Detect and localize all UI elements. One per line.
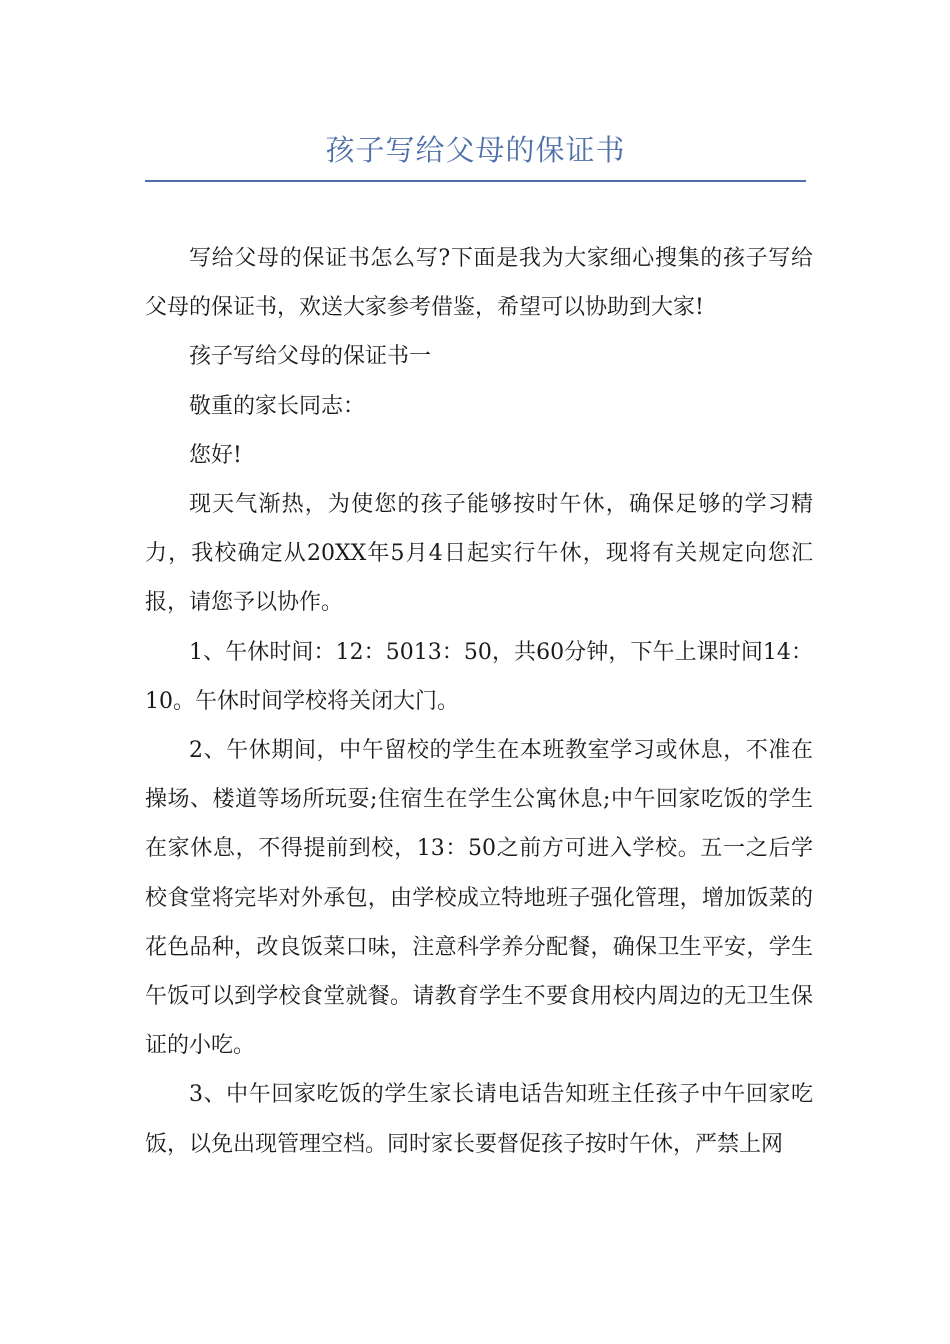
intro-paragraph: 写给父母的保证书怎么写?下面是我为大家细心搜集的孩子写给父母的保证书，欢送大家参考借鉴，希望可以协助到大家! (145, 246, 813, 321)
rule-item-3: 3、中午回家吃饭的学生家长请电话告知班主任孩子中午回家吃饭，以免出现管理空档。同时家长要督促孩子按时午休，严禁上网 (145, 1082, 813, 1157)
document-body (145, 234, 813, 1169)
rule-item-1: 1、午休时间：12：5013：50，共60分钟，下午上课时间14：10。午休时间学校将关闭大门。 (145, 639, 813, 714)
body-paragraph: 现天气渐热，为使您的孩子能够按时午休，确保足够的学习精力，我校确定从20XX年5月4日起实行午休，现将有关规定向您汇报，请您予以协作。 (145, 492, 813, 616)
document-title: 孩子写给父母的保证书 (325, 133, 626, 167)
section-heading: 孩子写给父母的保证书一 (189, 344, 432, 370)
title-underline (145, 180, 806, 182)
greeting: 您好! (189, 442, 242, 468)
rule-item-2: 2、午休期间，中午留校的学生在本班教室学习或休息，不准在操场、楼道等场所玩耍;住宿生在学生公寓休息;中午回家吃饭的学生在家休息，不得提前到校，13：50之前方可进入学校。五一之后学校食堂将完毕对外承包，由学校成立特地班子强化管理，增加饭菜的花色品种，改良饭菜口味，注意科学养分配餐，确保卫生平安，学生午饭可以到学校食堂就餐。请教育学生不要食用校内周边的无卫生保证的小吃。 (145, 738, 813, 1059)
salutation: 敬重的家长同志： (189, 393, 366, 419)
